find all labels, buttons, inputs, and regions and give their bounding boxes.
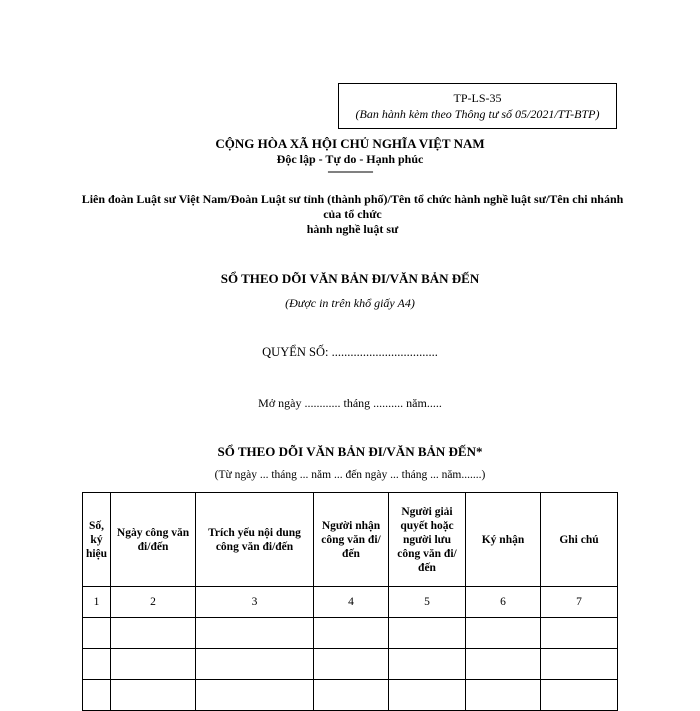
organization-line-2: hành nghề luật sư: [306, 222, 399, 236]
form-code: TP-LS-35: [453, 91, 502, 105]
empty-cell[interactable]: [111, 618, 196, 649]
empty-cell[interactable]: [541, 618, 618, 649]
column-header: Người nhận công văn đi/đến: [314, 493, 389, 587]
empty-cell[interactable]: [83, 649, 111, 680]
document-log-table: [82, 492, 618, 711]
empty-cell[interactable]: [83, 618, 111, 649]
column-number: 1: [83, 587, 111, 618]
empty-cell[interactable]: [196, 680, 314, 711]
empty-cell[interactable]: [466, 649, 541, 680]
volume-number-field: QUYỂN SỐ: ..................................: [262, 345, 438, 359]
column-header: Người giải quyết hoặc người lưu công văn đi/đến: [389, 493, 466, 587]
column-number: 5: [389, 587, 466, 618]
column-number: 7: [541, 587, 618, 618]
empty-cell[interactable]: [314, 618, 389, 649]
column-header: Trích yếu nội dung công văn đi/đến: [196, 493, 314, 587]
column-number: 4: [314, 587, 389, 618]
empty-cell[interactable]: [389, 680, 466, 711]
empty-cell[interactable]: [466, 680, 541, 711]
column-number: 6: [466, 587, 541, 618]
opening-date-field: Mở ngày ............ tháng .......... năm.....: [258, 396, 442, 410]
empty-cell[interactable]: [389, 649, 466, 680]
table-row: [83, 680, 618, 711]
empty-cell[interactable]: [83, 680, 111, 711]
empty-cell[interactable]: [111, 680, 196, 711]
table-row: [83, 649, 618, 680]
table-title: SỔ THEO DÕI VĂN BẢN ĐI/VĂN BẢN ĐẾN*: [217, 444, 483, 459]
table-header-row: [83, 493, 618, 587]
book-subtitle: (Được in trên khổ giấy A4): [285, 296, 415, 310]
column-header: Ghi chú: [541, 493, 618, 587]
column-number: 2: [111, 587, 196, 618]
table-period: (Từ ngày ... tháng ... năm ... đến ngày ... tháng ... năm.......): [214, 469, 486, 481]
column-header: Ngày công văn đi/đến: [111, 493, 196, 587]
empty-cell[interactable]: [389, 618, 466, 649]
organization-line-1: Liên đoàn Luật sư Việt Nam/Đoàn Luật sư tỉnh (thành phố)/Tên tổ chức hành nghề luật sư/Tên chi nhánh của tổ chức: [81, 192, 624, 221]
table-row: [83, 618, 618, 649]
empty-cell[interactable]: [111, 649, 196, 680]
column-number: 3: [196, 587, 314, 618]
column-number-row: [83, 587, 618, 618]
national-motto: Độc lập - Tự do - Hạnh phúc: [276, 152, 424, 166]
header-separator: ---------------: [327, 164, 373, 178]
organization-name: [80, 192, 625, 237]
empty-cell[interactable]: [314, 649, 389, 680]
column-header: Số, ký hiệu: [83, 493, 111, 587]
empty-cell[interactable]: [541, 680, 618, 711]
column-header: Ký nhận: [466, 493, 541, 587]
empty-cell[interactable]: [541, 649, 618, 680]
empty-cell[interactable]: [314, 680, 389, 711]
book-title: SỔ THEO DÕI VĂN BẢN ĐI/VĂN BẢN ĐẾN: [220, 271, 480, 286]
empty-cell[interactable]: [196, 649, 314, 680]
empty-cell[interactable]: [196, 618, 314, 649]
national-title: CỘNG HÒA XÃ HỘI CHỦ NGHĨA VIỆT NAM: [215, 136, 485, 151]
form-code-box: [338, 83, 617, 129]
issuance-note: (Ban hành kèm theo Thông tư số 05/2021/TT-BTP): [355, 107, 600, 121]
empty-cell[interactable]: [466, 618, 541, 649]
